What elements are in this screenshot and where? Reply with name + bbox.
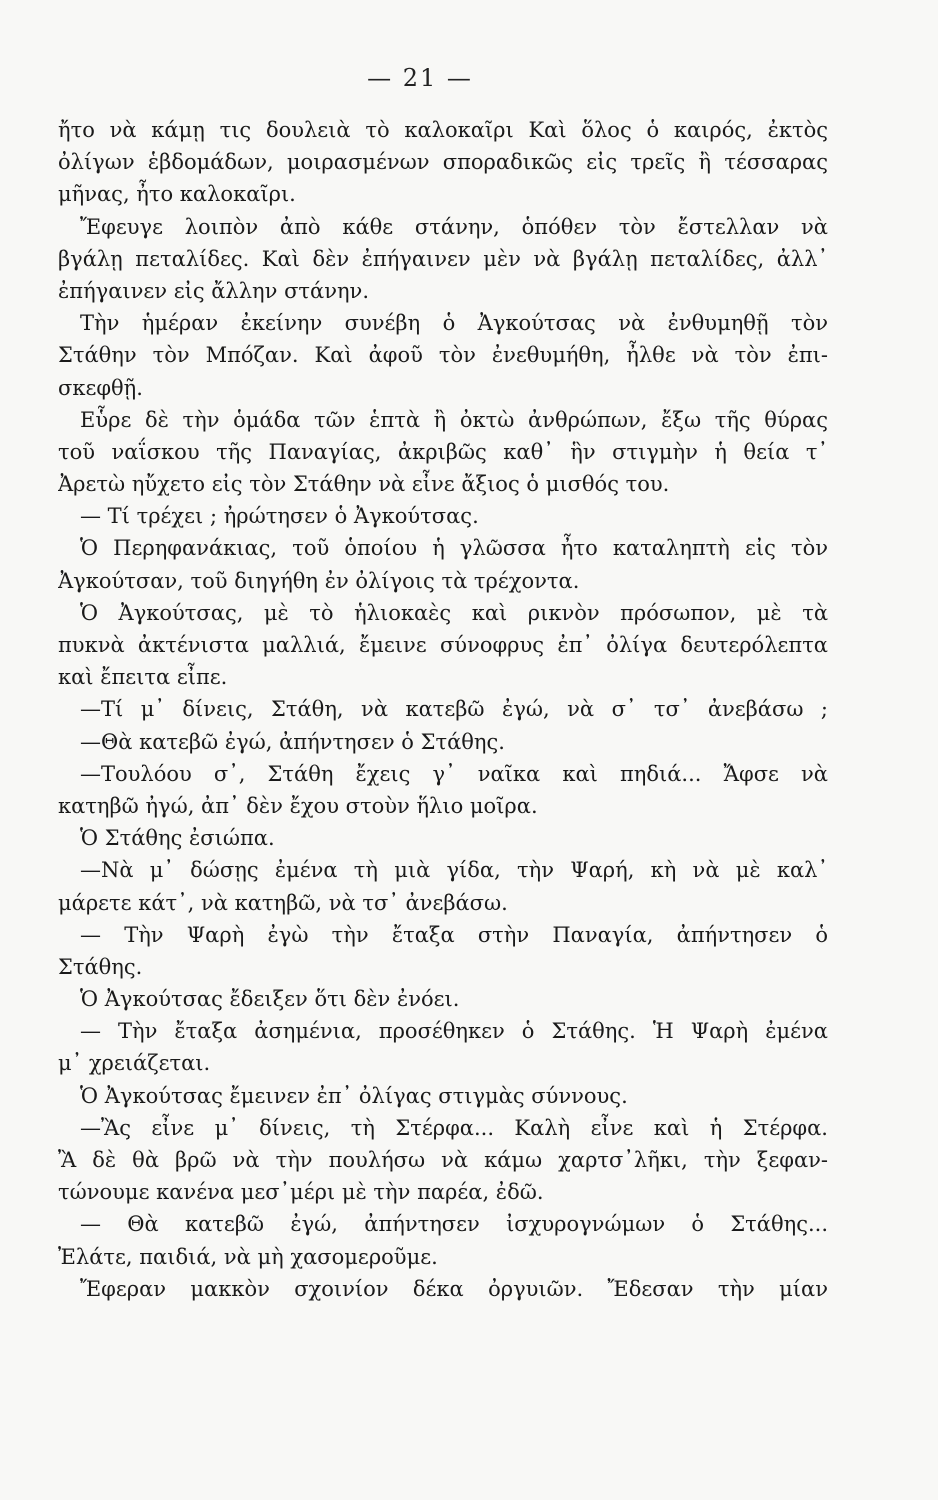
page-number: — 21 — (367, 64, 473, 92)
text-line: καὶ ἔπειτα εἶπε. (58, 665, 228, 690)
text-line: Ὁ Στάθης ἐσιώπα. (80, 826, 275, 851)
body-text (58, 114, 828, 1305)
text-line: σκεφθῇ. (58, 375, 143, 400)
text-line: —Θὰ κατεβῶ ἐγώ, ἀπήντησεν ὁ Στάθης. (80, 729, 505, 754)
text-line: Ὁ Ἀγκούτσας, μὲ τὸ ἡλιοκαὲς καὶ ρικνὸν πρόσωπον, μὲ τὰ (80, 600, 828, 625)
text-line: —Τί μ᾽ δίνεις, Στάθη, νὰ κατεβῶ ἐγώ, νὰ σ᾽ τσ᾽ ἀνεβάσω ; (80, 697, 828, 722)
text-line: βγάλῃ πεταλίδες. Καὶ δὲν ἐπήγαινεν μὲν νὰ βγάλῃ πεταλίδες, ἀλλ᾽ (58, 246, 828, 271)
text-line: τοῦ ναΐσκου τῆς Παναγίας, ἀκριβῶς καθ᾽ ἣν στιγμὴν ἡ θεία τ᾽ (58, 439, 828, 464)
text-line: Ὁ Περηφανάκιας, τοῦ ὁποίου ἡ γλῶσσα ἦτο καταληπτὴ εἰς τὸν (80, 536, 828, 561)
text-line: Τὴν ἡμέραν ἐκείνην συνέβη ὁ Ἀγκούτσας νὰ ἐνθυμηθῇ τὸν (80, 311, 828, 336)
text-line: μ᾽ χρειάζεται. (58, 1051, 211, 1076)
text-line: ὀλίγων ἑβδομάδων, μοιρασμένων σποραδικῶς εἰς τρεῖς ἢ τέσσαρας (58, 150, 828, 175)
text-line: κατηβῶ ἠγώ, ἀπ᾽ δὲν ἔχου στοὺν ἥλιο μοῖρα. (58, 793, 538, 818)
text-line: — Τὴν Ψαρὴ ἐγὼ τὴν ἔταξα στὴν Παναγία, ἀπήντησεν ὁ (80, 922, 828, 947)
text-line: μῆνας, ἦτο καλοκαῖρι. (58, 182, 296, 207)
text-line: Ἐλάτε, παιδιά, νὰ μὴ χασομεροῦμε. (58, 1244, 438, 1269)
text-line: Εὗρε δὲ τὴν ὁμάδα τῶν ἑπτὰ ἢ ὀκτὼ ἀνθρώπων, ἔξω τῆς θύρας (80, 407, 828, 432)
text-line: — Τί τρέχει ; ἠρώτησεν ὁ Ἀγκούτσας. (80, 504, 479, 529)
text-line: Ἔφεραν μακκὸν σχοινίον δέκα ὀργυιῶν. Ἔδεσαν τὴν μίαν (80, 1276, 828, 1301)
text-line: — Τὴν ἔταξα ἀσημένια, προσέθηκεν ὁ Στάθης. Ἡ Ψαρὴ ἐμένα (80, 1019, 828, 1044)
text-line: Ἀγκούτσαν, τοῦ διηγήθη ἐν ὀλίγοις τὰ τρέχοντα. (58, 568, 580, 593)
text-line: —Νὰ μ᾽ δώσῃς ἐμένα τὴ μιὰ γίδα, τὴν Ψαρή, κὴ νὰ μὲ καλ᾽ (80, 858, 828, 883)
text-line: Ὁ Ἀγκούτσας ἔμεινεν ἐπ᾽ ὀλίγας στιγμὰς σύννους. (80, 1083, 628, 1108)
text-line: Στάθης. (58, 954, 143, 979)
text-line: ἤτο νὰ κάμῃ τις δουλειὰ τὸ καλοκαῖρι Καὶ ὅλος ὁ καιρός, ἐκτὸς (58, 118, 828, 142)
text-line: — Θὰ κατεβῶ ἐγώ, ἀπήντησεν ἰσχυρογνώμων ὁ Στάθης... (80, 1212, 828, 1237)
text-line: —Ἂς εἶνε μ᾽ δίνεις, τὴ Στέρφα... Καλὴ εἶνε καὶ ἡ Στέρφα. (80, 1115, 828, 1140)
text-line: Ἀρετὼ ηὔχετο εἰς τὸν Στάθην νὰ εἶνε ἄξιος ὁ μισθός του. (58, 472, 670, 497)
text-line: μάρετε κάτ᾽, νὰ κατηβῶ, νὰ τσ᾽ ἀνεβάσω. (58, 890, 508, 915)
text-line: Ἂ δὲ θὰ βρῶ νὰ τὴν πουλήσω νὰ κάμω χαρτσ᾽λῆκι, τὴν ξεφαν- (58, 1148, 828, 1172)
text-line: Στάθην τὸν Μπόζαν. Καὶ ἀφοῦ τὸν ἐνεθυμήθη, ἦλθε νὰ τὸν ἐπι- (58, 343, 828, 368)
text-line: ἐπήγαινεν εἰς ἄλλην στάνην. (58, 278, 370, 303)
text-line: —Τουλόου σ᾽, Στάθη ἔχεις γ᾽ ναῖκα καὶ πηδιά... Ἄφσε νὰ (80, 761, 828, 786)
text-line: Ὁ Ἀγκούτσας ἔδειξεν ὅτι δὲν ἐνόει. (80, 987, 460, 1012)
text-line: πυκνὰ ἀκτένιστα μαλλιά, ἔμεινε σύνοφρυς ἐπ᾽ ὀλίγα δευτερόλεπτα (58, 633, 828, 657)
text-line: τώνουμε κανένα μεσ᾽μέρι μὲ τὴν παρέα, ἐδῶ. (58, 1180, 544, 1205)
text-line: Ἔφευγε λοιπὸν ἀπὸ κάθε στάνην, ὁπόθεν τὸν ἔστελλαν νὰ (80, 214, 828, 239)
